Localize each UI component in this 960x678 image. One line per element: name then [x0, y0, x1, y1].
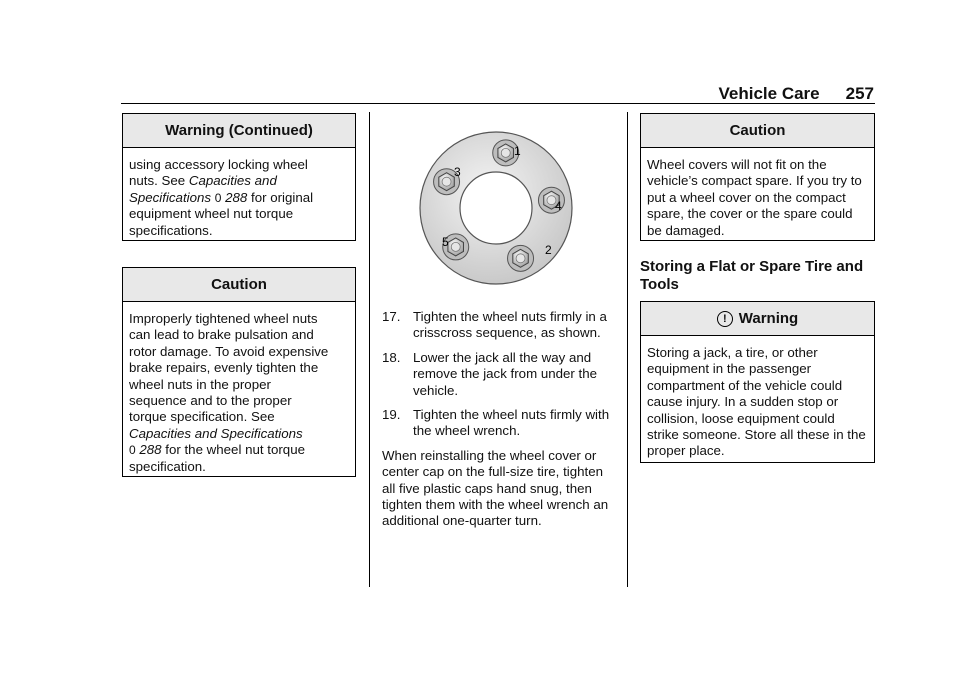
caution-body	[123, 302, 355, 481]
warning-box-right	[640, 301, 875, 463]
warning-header	[641, 302, 874, 336]
text-line: sequence and to the proper	[129, 393, 292, 409]
caution-box-left	[122, 267, 356, 477]
step-text: Lower the jack all the way and remove the jack from under the vehicle.	[413, 349, 598, 398]
warning-circle-icon: !	[717, 311, 733, 327]
warning-title: Warning	[738, 310, 799, 327]
sequence-label-4: 4	[555, 199, 562, 213]
caution-title: Caution	[123, 268, 355, 302]
text-line: can lead to brake pulsation and	[129, 327, 314, 343]
capacities-link[interactable]: Capacities and	[188, 173, 277, 189]
hub-center-hole	[460, 172, 532, 244]
step-text: Tighten the wheel nuts firmly in a crisscross sequence, as shown.	[413, 309, 607, 341]
sequence-label-1: 1	[514, 144, 521, 158]
step-item	[382, 350, 617, 399]
warning-continued-box	[122, 113, 356, 241]
text-line	[129, 190, 349, 206]
steps-list	[382, 309, 617, 530]
lug-nut-icon	[508, 245, 534, 271]
section-title: Storing a Flat or Spare Tire and Tools	[640, 258, 864, 293]
page-xref-link[interactable]: 288	[139, 442, 162, 458]
specifications-link[interactable]: Specifications	[129, 189, 212, 205]
header-rule	[121, 103, 875, 104]
capacities-specifications-link[interactable]: Capacities and Specifications	[129, 425, 303, 441]
caution-title: Caution	[641, 114, 874, 148]
step-text: Tighten the wheel nuts firmly with the wheel wrench.	[413, 407, 610, 439]
text-line: Improperly tightened wheel nuts	[129, 311, 318, 326]
text-line	[129, 173, 349, 189]
section-name: Vehicle Care	[718, 84, 820, 103]
text-fragment: for the wheel nut torque	[161, 442, 305, 458]
xref-arrow-icon: 0	[129, 443, 136, 458]
text-line: specification.	[129, 458, 206, 474]
text-line: specifications.	[129, 222, 213, 238]
sequence-label-2: 2	[545, 243, 552, 257]
text-line: torque specification. See	[129, 409, 275, 425]
text-line: brake repairs, evenly tighten the	[129, 360, 319, 376]
text-line: using accessory locking wheel	[129, 157, 308, 172]
text-fragment: for original	[247, 189, 314, 205]
caution-box-right	[640, 113, 875, 241]
wheel-nut-sequence-diagram	[416, 128, 576, 288]
step-number: 17.	[382, 309, 401, 324]
text-line: rotor damage. To avoid expensive	[129, 343, 329, 359]
step-item	[382, 309, 617, 342]
step-number: 19.	[382, 407, 401, 423]
warning-body: Storing a jack, a tire, or other equipment in the passenger compartment of the vehicle could cause injury. In a sudden stop or collision, loose equipment could strike someone. Store all these in the proper place.	[647, 345, 866, 459]
step-item	[382, 407, 617, 440]
page-number: 257	[845, 84, 874, 103]
step-number: 18.	[382, 349, 401, 365]
text-line	[129, 442, 349, 458]
text-fragment: nuts. See	[129, 173, 189, 189]
page-header	[719, 84, 875, 104]
xref-arrow-icon: 0	[214, 190, 222, 205]
sequence-label-5: 5	[442, 235, 449, 249]
warning-continued-body	[123, 148, 355, 245]
reinstall-paragraph: When reinstalling the wheel cover or center cap on the full-size tire, tighten all five plastic caps hand snug, then tighten them with the wheel wrench an additional one-quarter turn.	[382, 447, 609, 529]
page-xref-link[interactable]: 288	[225, 189, 248, 205]
column-divider-right	[627, 112, 628, 587]
warning-continued-title: Warning (Continued)	[123, 114, 355, 148]
text-line: equipment wheel nut torque	[129, 206, 294, 222]
text-line: wheel nuts in the proper	[129, 376, 271, 392]
caution-body: Wheel covers will not fit on the vehicle’s compact spare. If you try to put a wheel cover on the compact spare, the cover or the spare could be damaged.	[647, 157, 862, 238]
column-divider-left	[369, 112, 370, 587]
sequence-label-3: 3	[454, 165, 461, 179]
